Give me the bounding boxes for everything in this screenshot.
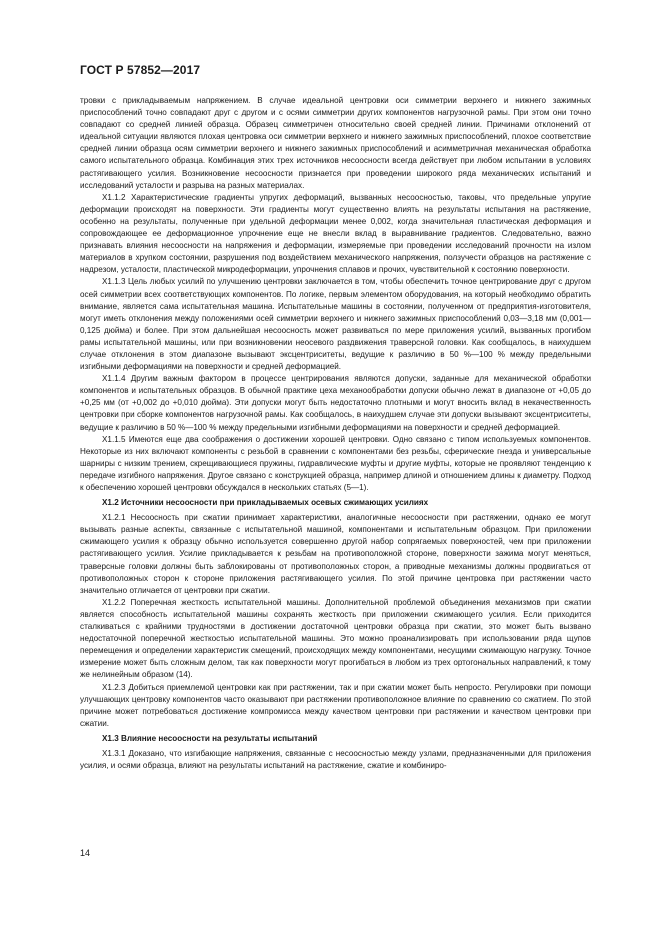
paragraph-x1-1-5: Х1.1.5 Имеются еще два соображения о достижении хорошей центровки. Одно связано с типом используемых компонентов. Некоторые из них включают компоненты с резьбой в сравнении с компонентами без резьбы, сферические гнезда и универсальные шарниры с низким трением, скрещивающиеся пружины, гидравлические муфты и другие муфты, которые не проявляют тенденцию к передаче изгибного напряжения. Другое связано с конструкцией образца, например длиной и отношением длины к диаметру. Подход к обеспечению хорошей центровки обсуждался в нескольких статьях (5—1). (80, 434, 591, 492)
paragraph: тровки с прикладываемым напряжением. В случае идеальной центровки оси симметрии верхнего и нижнего зажимных приспособлений точно совпадают друг с другом и с осями симметрии других компонентов нагрузочной рамы. При этом они точно совпадают со средней линией образца. Образец симметричен относительно своей средней линии. Причинами отклонений от идеальной ситуации являются плохая центровка оси симметрии верхнего и нижнего зажимных приспособлений, плохое соответствие средней линии образца осям симметрии верхнего и нижнего зажимных приспособлений и асимметричная механическая обработка самого испытательного образца. Комбинация этих трех источников несоосности всегда действует при любом испытании в условиях растягивающего усилия. Возникновение несоосности признается при проведении широкого ряда механических испытаний и исследований усталости и разрыва на разных материалах. (80, 96, 591, 190)
page-body (80, 95, 591, 772)
document-header: ГОСТ Р 57852—2017 (80, 63, 201, 77)
paragraph-x1-3-1: Х1.3.1 Доказано, что изгибающие напряжения, связанные с несоосностью между узлами, предназначенными для приложения усилия, и осями образца, влияют на результаты испытаний на растяжение, сжатие и комбиниро- (80, 748, 591, 771)
paragraph-x1-2-1: Х1.2.1 Несоосность при сжатии принимает характеристики, аналогичные несоосности при растяжении, однако ее могут вызывать разные аспекты, связанные с испытательной машиной, компонентами и испытательным образцом. При приложении сжимающего усилия к образцу обычно используется совершенно другой набор сопрягаемых поверхностей, чем при приложении растягивающего усилия. Усилие прикладывается к резьбам на противоположной стороне, поверхности зажима могут меняться, траверсные головки должны быть заблокированы от противоположных сторон, а приводные механизмы должны продвигаться от противоположных сторон к стороне приложения растягивающего усилия. По этой причине центровка при растяжении часто значительно отличается от центровки при сжатии. (80, 513, 591, 595)
paragraph-x1-1-3: Х1.1.3 Цель любых усилий по улучшению центровки заключается в том, чтобы обеспечить точное центрирование друг с другом осей симметрии всех соответствующих компонентов. По логике, первым элементом оборудования, на который необходимо обратить внимание, является сама испытательная машина. Испытательные машины в состоянии, полученном от предприятия-изготовителя, могут иметь отклонения между положениями осей симметрии верхнего и нижнего зажимных приспособлений 0,03—3,18 мм (0,001—0,125 дюйма) и более. При этом дальнейшая несоосность может развиваться по мере приложения усилий, вызванных прогибом рамы испытательной машины, или при возникновении неосевого раздвижения траверсной головки. Как сообщалось, в наихудшем случае отклонения в этом диапазоне вызывают эксцентриситеты, ведущие к различию в 50 %—100 % между предельными изгибными деформациями на поверхности и средней деформацией. (80, 277, 591, 372)
paragraph-x1-1-4: Х1.1.4 Другим важным фактором в процессе центрирования являются допуски, заданные для механической обработки компонентов и испытательных образцов. В обычной практике цеха механообработки допуски обычно лежат в диапазоне от +0,05 до +0,25 мм (от +0,002 до +0,010 дюйма). Эти допуски могут быть недостаточно плотными и могут вносить вклад в некачественность центровки при сборке компонентов нагрузочной рамы. Как сообщалось, в наихудшем случае эти допуски вызывают эксцентриситеты, ведущие к различию в 50 %—100 % между предельными изгибными деформациями на поверхности и средней деформацией. (80, 374, 591, 432)
paragraph-x1-2-2: Х1.2.2 Поперечная жесткость испытательной машины. Дополнительной проблемой объединения механизмов при сжатии является способность испытательной машины сохранять жесткость при приложении сжимающего усилия. Если приходится сталкиваться с крайними трудностями в достижении достаточной центровки образца при сжатии, это может быть вызвано недостаточной поперечной жесткостью испытательной машины. Это можно проанализировать при использовании ряда щупов перемещения и определении характеристик смещений, происходящих между компонентами, несущими сжимающую нагрузку. Точное измерение может быть сложным делом, так как поверхности могут прогибаться в любом из трех ортогональных направлений, к тому же нелинейным образом (14). (80, 597, 591, 680)
paragraph-x1-1-2: Х1.1.2 Характеристические градиенты упругих деформаций, вызванных несоосностью, таковы, что предельные упругие деформации происходят на поверхности. Эти градиенты могут существенно влиять на результаты испытания на растяжение, особенно на результаты, полученные при удельной деформации менее 0,002, когда значительная пластическая деформация и сопровождающее ее деформационное упрочнение еще не внесли вклад в выравнивание градиентов. Следовательно, важно признавать влияния несоосности на напряжения и деформации, измеряемые при проведении исследований прочности на излом материалов в хрупком состоянии, разрушения под воздействием механического напряжения, ползучести образцов на растяжение с надрезом, усталости, пластической микродеформации, упрочнения сплавов и прочих, чувствительной к состоянию поверхности. (80, 192, 591, 275)
page-number: 14 (80, 848, 91, 858)
section-heading-x1-2: Х1.2 Источники несоосности при прикладываемых осевых сжимающих усилиях (102, 498, 429, 508)
paragraph-x1-2-3: Х1.2.3 Добиться приемлемой центровки как при растяжении, так и при сжатии может быть непросто. Регулировки при помощи улучшающих центровку компонентов часто оказывают при растяжении противоположное влияние по сравнению со сжатием. По этой причине может потребоваться достижение компромисса между качеством центровки при растяжении и качеством центровки при сжатии. (80, 682, 591, 728)
section-heading-x1-3: Х1.3 Влияние несоосности на результаты испытаний (102, 733, 318, 743)
